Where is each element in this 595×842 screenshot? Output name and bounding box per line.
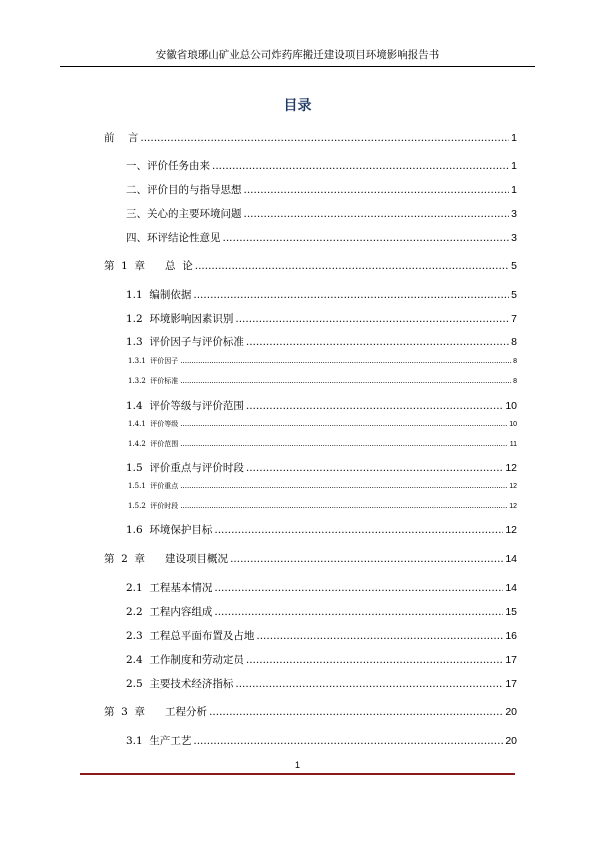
toc-leader-dots: [214, 606, 503, 618]
toc-entry-page: 12: [505, 524, 517, 536]
toc-entry[interactable]: [104, 130, 517, 145]
toc-entry[interactable]: [126, 580, 517, 595]
toc-leader-dots: [180, 482, 507, 490]
toc-entry[interactable]: [126, 733, 517, 748]
toc-leader-dots: [235, 313, 509, 325]
toc-entry-label: 2.2 工程内容组成: [126, 606, 213, 618]
toc-entry-page: 20: [505, 706, 517, 718]
toc-entry-label: 第 2 章 建设项目概况: [104, 553, 229, 565]
toc-entry-page: 3: [511, 232, 517, 244]
toc-entry[interactable]: [126, 460, 517, 475]
toc-entry[interactable]: [126, 652, 517, 667]
toc-entry[interactable]: [126, 522, 517, 537]
toc-entry-page: 3: [511, 208, 517, 220]
toc-leader-dots: [193, 735, 503, 747]
toc-leader-dots: [246, 462, 503, 474]
toc-entry-page: 8: [513, 358, 517, 365]
toc-entry[interactable]: [104, 704, 517, 719]
toc-entry[interactable]: [126, 334, 517, 349]
toc-entry-page: 16: [505, 630, 517, 642]
toc-leader-dots: [180, 377, 511, 385]
toc-leader-dots: [214, 582, 503, 594]
footer-rule: [80, 773, 515, 775]
toc-entry-label: 2.1 工程基本情况: [126, 582, 213, 594]
toc-leader-dots: [244, 208, 510, 220]
toc-entry[interactable]: [126, 230, 517, 245]
toc-leader-dots: [193, 289, 509, 301]
toc-entry-label: 第 3 章 工程分析: [104, 706, 208, 718]
toc-leader-dots: [235, 678, 503, 690]
toc-leader-dots: [140, 132, 509, 144]
toc-leader-dots: [180, 502, 507, 510]
toc-entry[interactable]: [126, 676, 517, 691]
toc-entry-label: 1.3.2 评价标准: [128, 377, 179, 385]
toc-entry[interactable]: [128, 481, 517, 491]
toc-entry-label: 1.5 评价重点与评价时段: [126, 462, 244, 474]
page-number: 1: [294, 760, 300, 770]
toc-entry-page: 8: [513, 378, 517, 385]
toc-title: 目录: [283, 98, 312, 114]
toc-entry-label: 1.4 评价等级与评价范围: [126, 400, 244, 412]
toc-entry[interactable]: [126, 604, 517, 619]
toc-entry-label: 四、环评结论性意见: [126, 232, 221, 244]
toc-entry-label: 2.3 工程总平面布置及占地: [126, 630, 255, 642]
toc-entry-page: 20: [505, 735, 517, 747]
toc-entry-label: 三、关心的主要环境问题: [126, 208, 242, 220]
toc-leader-dots: [246, 654, 503, 666]
toc-entry[interactable]: [128, 356, 517, 366]
toc-entry-label: 1.3 评价因子与评价标准: [126, 336, 244, 348]
toc-entry-page: 12: [509, 483, 517, 490]
toc-leader-dots: [180, 357, 511, 365]
toc-leader-dots: [223, 232, 510, 244]
toc-leader-dots: [212, 160, 509, 172]
toc-entry[interactable]: [128, 376, 517, 386]
toc-entry-label: 第 1 章 总 论: [104, 260, 193, 272]
toc-entry-label: 2.5 主要技术经济指标: [126, 678, 234, 690]
toc-entry-label: 1.5.1 评价重点: [128, 482, 179, 490]
toc-entry[interactable]: [128, 501, 517, 511]
toc-entry[interactable]: [128, 419, 517, 429]
toc-entry-page: 12: [505, 462, 517, 474]
toc-leader-dots: [180, 420, 507, 428]
toc-entry[interactable]: [126, 311, 517, 326]
toc-entry-page: 14: [505, 553, 517, 565]
toc-leader-dots: [209, 706, 503, 718]
toc-entry[interactable]: [126, 206, 517, 221]
toc-entry-page: 1: [511, 184, 517, 196]
toc-leader-dots: [230, 553, 503, 565]
toc-leader-dots: [244, 184, 510, 196]
toc-entry-label: 1.4.2 评价范围: [128, 440, 179, 448]
toc-entry-page: 10: [509, 421, 517, 428]
toc-entry-page: 1: [511, 132, 517, 144]
toc-leader-dots: [246, 336, 509, 348]
toc-entry-label: 3.1 生产工艺: [126, 735, 192, 747]
header-text: 安徽省琅琊山矿业总公司炸药库搬迁建设项目环境影响报告书: [155, 49, 440, 61]
toc-entry-label: 1.3.1 评价因子: [128, 357, 179, 365]
toc-entry-label: 1.1 编制依据: [126, 289, 192, 301]
toc-entry[interactable]: [126, 628, 517, 643]
toc-leader-dots: [180, 440, 507, 448]
toc-entry[interactable]: [126, 398, 517, 413]
toc-entry-page: 5: [511, 260, 517, 272]
toc-entry-page: 12: [509, 503, 517, 510]
toc-leader-dots: [214, 524, 503, 536]
toc-entry[interactable]: [126, 182, 517, 197]
toc-entry-label: 2.4 工作制度和劳动定员: [126, 654, 244, 666]
toc-leader-dots: [246, 400, 503, 412]
toc-entry-page: 10: [505, 400, 517, 412]
toc-entry-page: 8: [511, 336, 517, 348]
toc-entry[interactable]: [128, 439, 517, 449]
toc-entry-label: 前 言: [104, 132, 139, 144]
toc-entry[interactable]: [104, 551, 517, 566]
toc-entry-label: 1.5.2 评价时段: [128, 502, 179, 510]
toc-entry-page: 15: [505, 606, 517, 618]
page-header: [60, 44, 535, 67]
toc-entry-page: 1: [511, 160, 517, 172]
toc-leader-dots: [195, 260, 509, 272]
toc-entry-page: 5: [511, 289, 517, 301]
toc-entry[interactable]: [126, 287, 517, 302]
toc-entry-page: 14: [505, 582, 517, 594]
toc-entry-label: 1.2 环境影响因素识别: [126, 313, 234, 325]
toc-entry-label: 1.6 环境保护目标: [126, 524, 213, 536]
toc-entry-page: 17: [505, 654, 517, 666]
toc-entry[interactable]: [104, 258, 517, 273]
toc-entry-label: 1.4.1 评价等级: [128, 420, 179, 428]
toc-entry-page: 11: [509, 441, 517, 448]
toc-entry-label: 一、评价任务由来: [126, 160, 210, 172]
toc-entry-label: 二、评价目的与指导思想: [126, 184, 242, 196]
toc-entry-page: 7: [511, 313, 517, 325]
toc-leader-dots: [256, 630, 503, 642]
toc-entry-page: 17: [505, 678, 517, 690]
toc-entry[interactable]: [126, 158, 517, 173]
